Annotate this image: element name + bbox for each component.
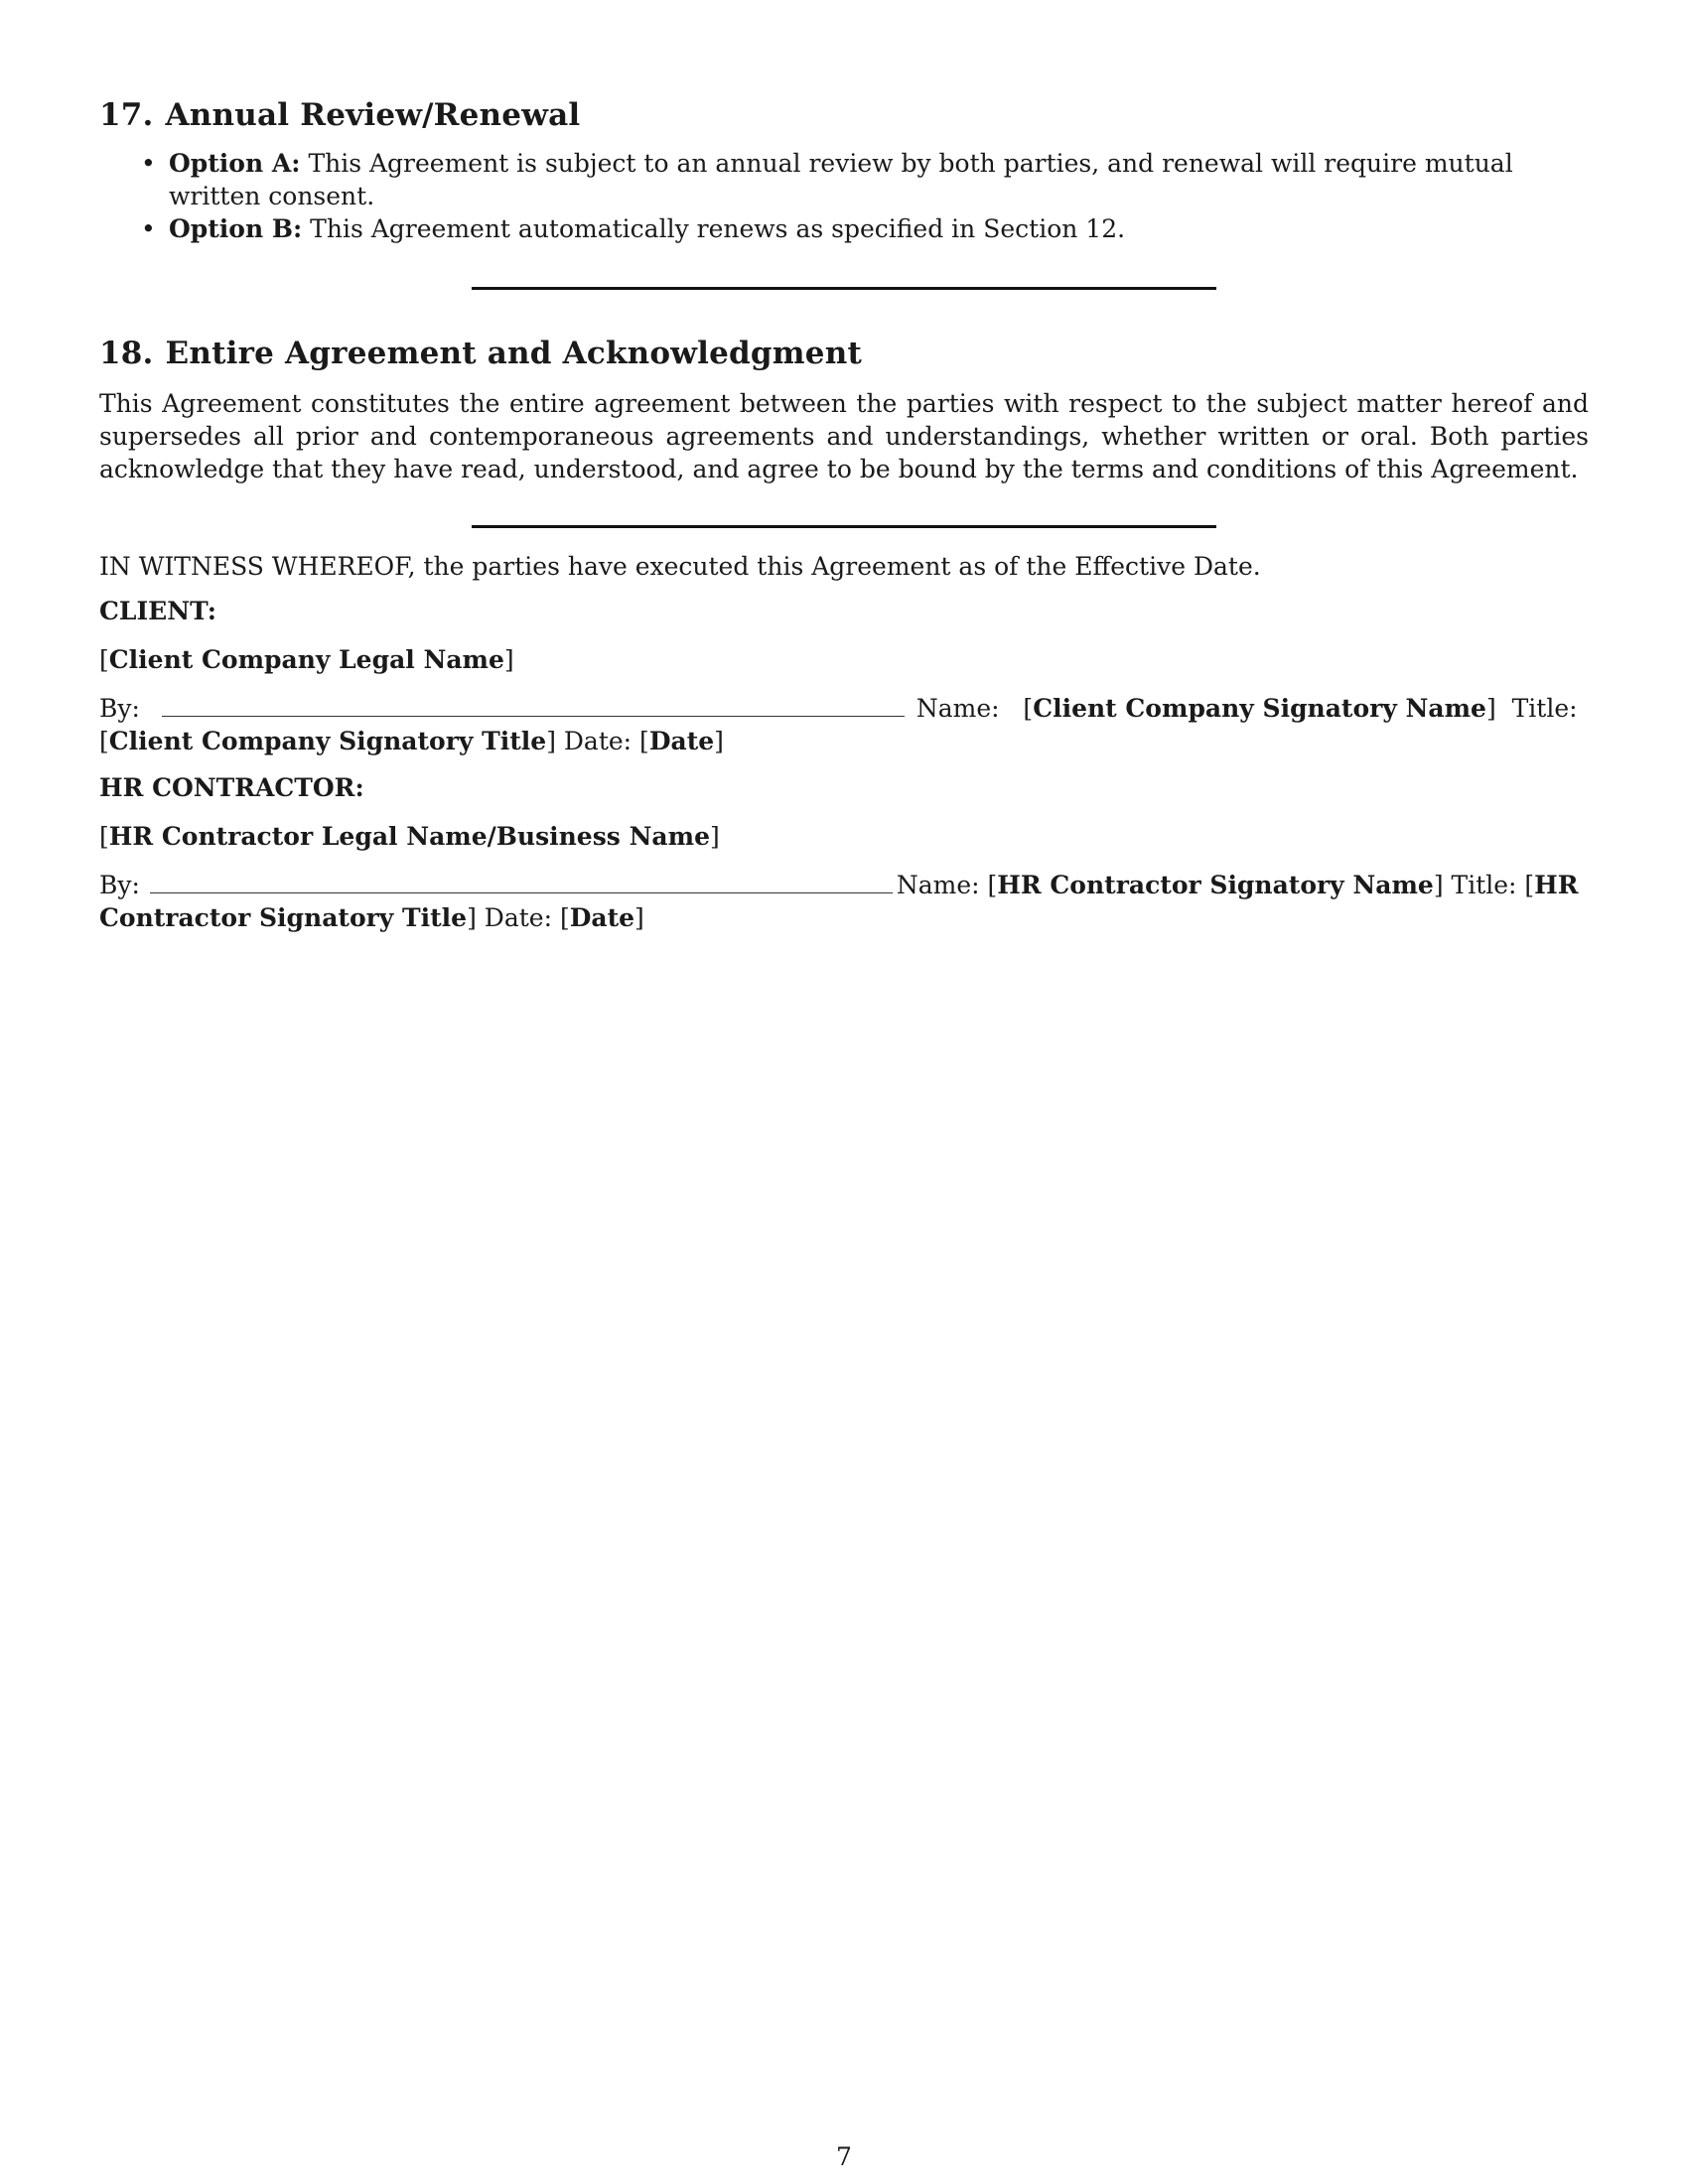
contractor-signature-block: By: Name: [HR Contractor Signatory Name] Title: [HR Contractor Signatory Title] Date: [Date] [99,871,1579,932]
date-label: Date: [484,903,552,932]
client-legal-name-text: Client Company Legal Name [108,645,504,674]
contractor-legal-name-text: HR Contractor Legal Name/Business Name [108,822,710,851]
contractor-heading: HR CONTRACTOR: [99,773,364,802]
client-legal-name: [Client Company Legal Name] [99,645,514,674]
witness-statement: IN WITNESS WHEREOF, the parties have executed this Agreement as of the Effective Date. [99,552,1261,581]
client-signatory-name: Client Company Signatory Name [1033,694,1486,723]
title-label: Title: [1451,871,1517,899]
client-signature-block: By: Name: [Client Company Signatory Name] Title: [Client Company Signatory Title] Date: [Date] [99,694,1578,755]
contractor-signatory-title: HR Contractor Signatory Title [99,871,1579,932]
document-page [99,95,1589,934]
contractor-signatory-name: HR Contractor Signatory Name [997,871,1434,899]
page-number: 7 [836,2142,852,2171]
title-label: Title: [1511,694,1578,723]
list-item-option-b [99,212,1589,245]
section-18-heading [99,334,1589,373]
contractor-signature-line[interactable] [150,871,893,893]
option-list [99,147,1589,245]
section-18-body: This Agreement constitutes the entire agreement between the parties with respect to the subject matter hereof and supersedes all prior and contemporaneous agreements and understandings, whether written or oral. Both parties acknowledge that they have read, understood, and agree to be bound by the terms and conditions of this Agreement. [99,389,1589,483]
date-label: Date: [563,727,633,755]
name-label: Name: [915,694,1000,723]
client-date: Date [648,727,715,755]
list-item-option-a [99,147,1589,212]
option-text: This Agreement is subject to an annual review by both parties, and renewal will require mutual written consent. [169,149,1513,210]
bullet-icon: • [141,149,156,178]
section-number: 17. [99,97,154,133]
by-label: By: [99,694,140,723]
name-label: Name: [896,871,980,899]
contractor-legal-name: [HR Contractor Legal Name/Business Name] [99,822,720,851]
client-signatory-title: Client Company Signatory Title [108,727,547,755]
by-label: By: [99,871,140,899]
section-title: Annual Review/Renewal [165,97,581,133]
option-label: Option A: [169,149,301,178]
section-title: Entire Agreement and Acknowledgment [165,336,862,371]
contractor-date: Date [569,903,635,932]
option-label: Option B: [169,214,303,243]
bullet-icon: • [141,214,156,243]
client-heading: CLIENT: [99,597,217,625]
client-signature-line[interactable] [162,694,905,717]
option-text: This Agreement automatically renews as specified in Section 12. [310,214,1126,243]
section-17-heading [99,95,1589,135]
section-number: 18. [99,336,154,371]
